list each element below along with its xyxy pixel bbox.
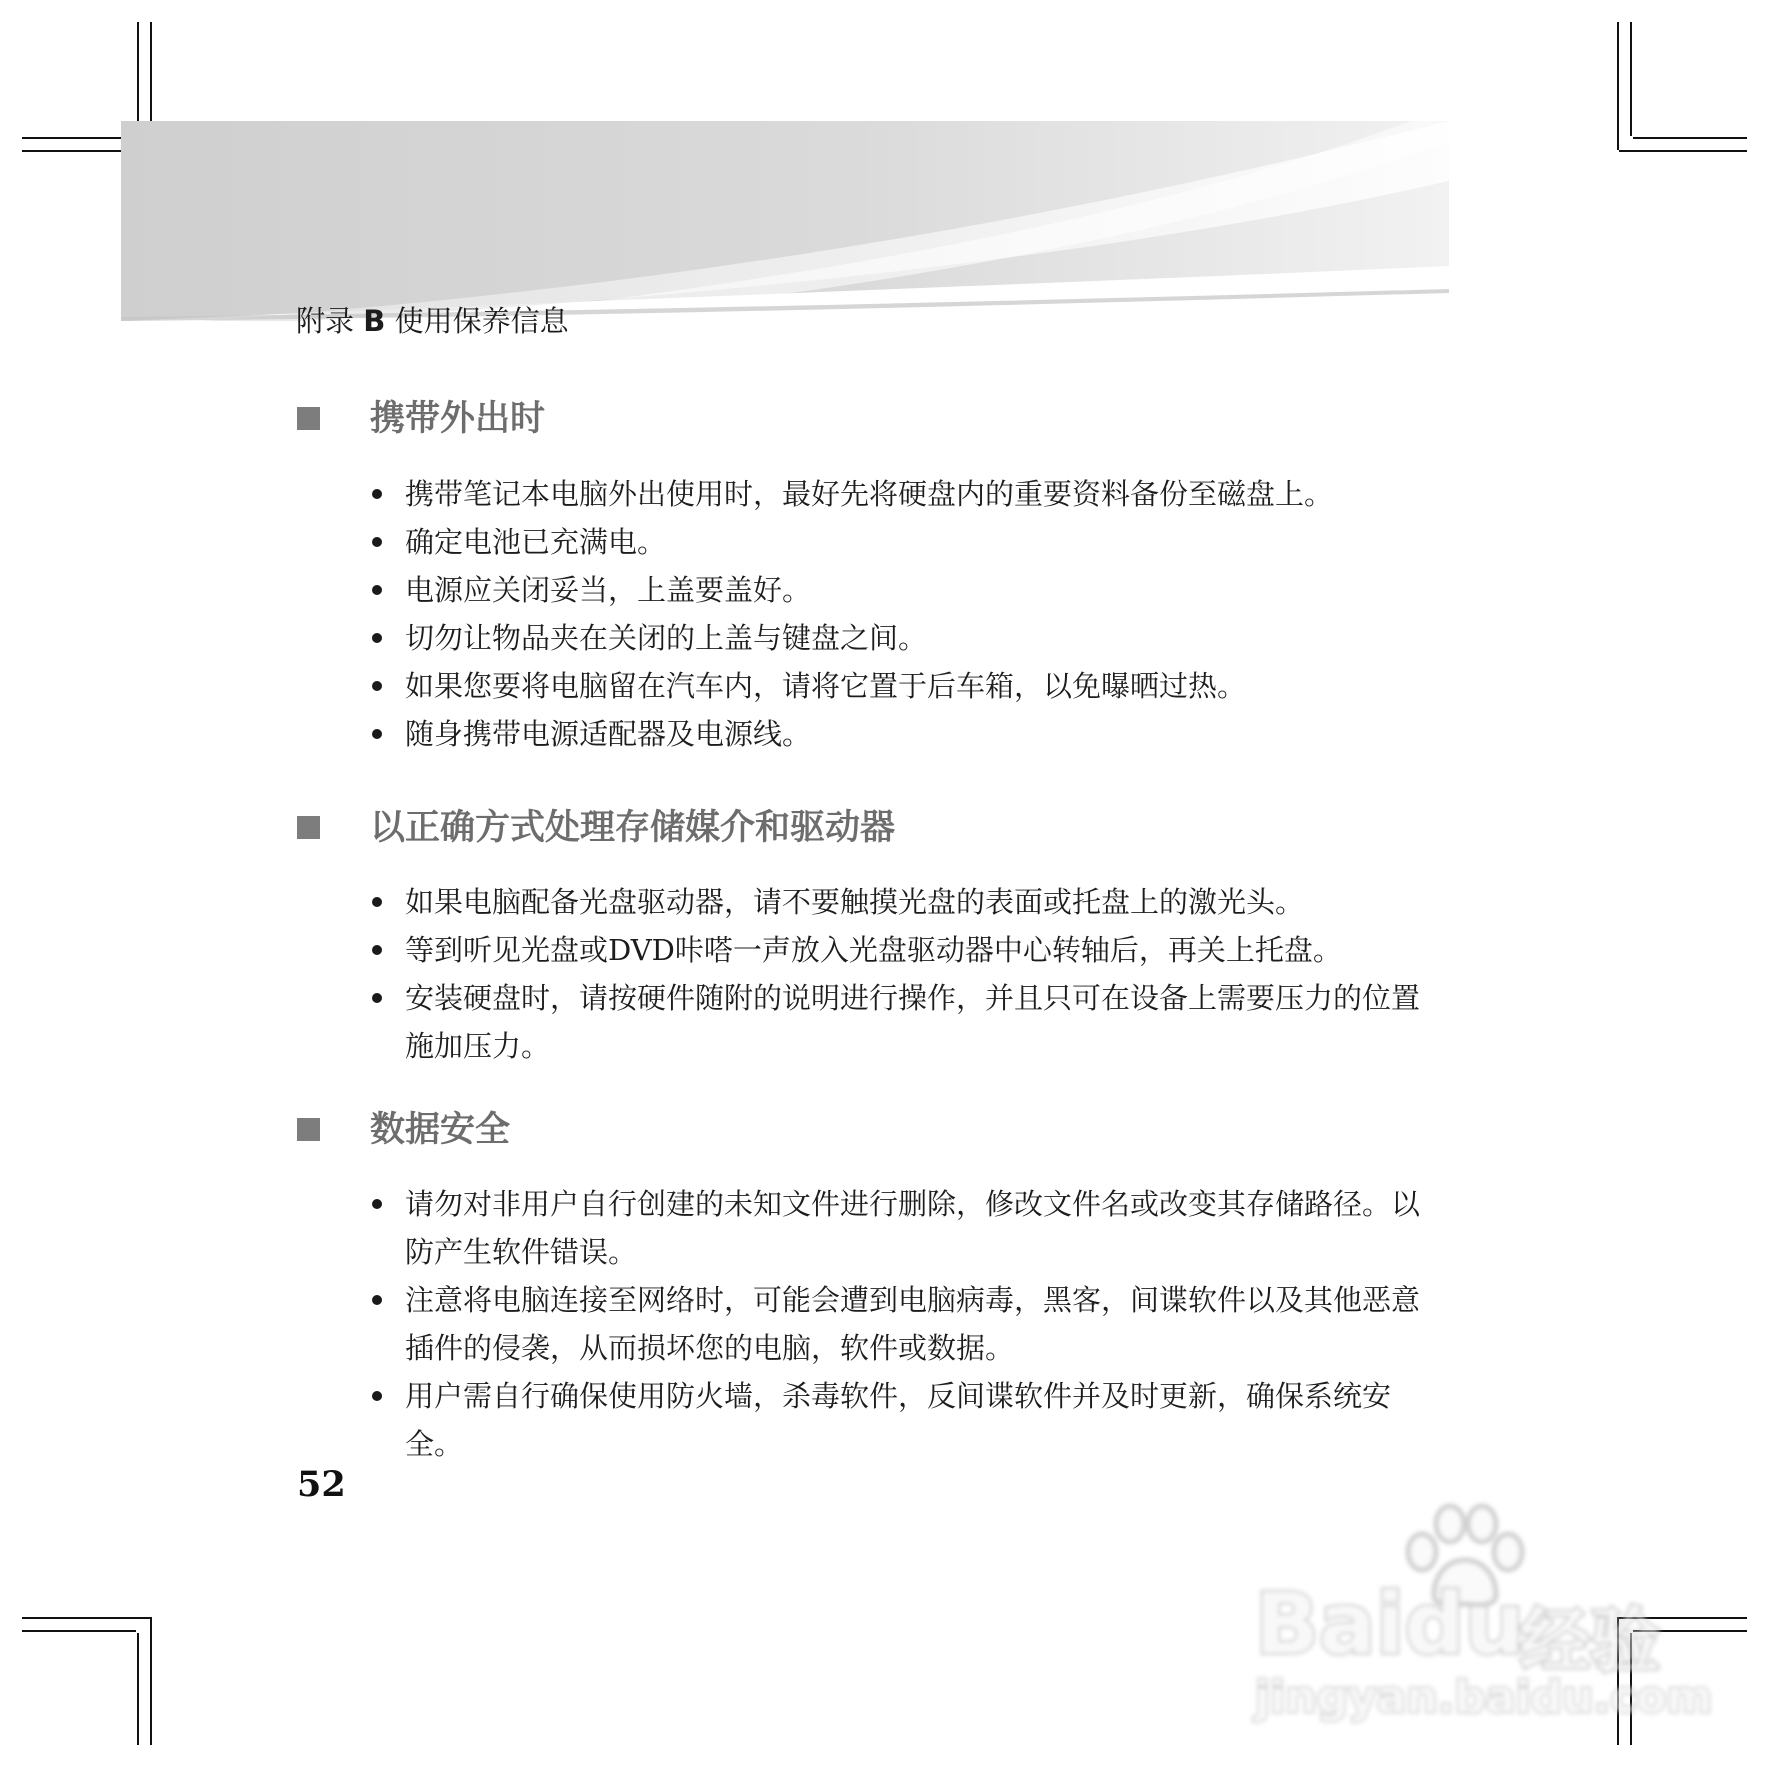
list-item-text: 注意将电脑连接至网络时，可能会遭到电脑病毒，黑客，间谍软件以及其他恶意插件的侵袭，从而损坏您的电脑，软件或数据。 [405, 1283, 1421, 1365]
list-item-text: 用户需自行确保使用防火墙，杀毒软件，反间谍软件并及时更新，确保系统安全。 [405, 1379, 1392, 1461]
watermark-label: 经验 [1520, 1600, 1660, 1682]
bullet-icon [372, 945, 382, 955]
list-item [370, 518, 1445, 566]
chapter-prefix: 附录 [296, 304, 355, 338]
section-marker-icon [297, 816, 320, 839]
section-heading: 以正确方式处理存储媒介和驱动器 [370, 808, 896, 848]
section-heading: 携带外出时 [370, 399, 546, 439]
crop-mark-bottom-left-inner-vertical [137, 1633, 139, 1745]
crop-mark-top-right-vertical [1617, 22, 1619, 150]
list-item [370, 1180, 1445, 1276]
list-item-text: 如果电脑配备光盘驱动器，请不要触摸光盘的表面或托盘上的激光头。 [405, 885, 1305, 919]
bullet-icon [372, 489, 382, 499]
list-item [370, 878, 1445, 926]
list-item [370, 662, 1445, 710]
crop-mark-top-left-inner-vertical [137, 22, 139, 136]
crop-mark-top-left-inner-horizontal [22, 137, 136, 139]
bullet-list [370, 1180, 1445, 1468]
list-item-text: 电源应关闭妥当，上盖要盖好。 [405, 573, 812, 607]
baidu-watermark [1255, 1500, 1713, 1730]
crop-mark-top-right-horizontal [1619, 150, 1747, 152]
bullet-icon [372, 537, 382, 547]
section-heading: 数据安全 [370, 1110, 511, 1150]
watermark-url: jingyan.baidu.com [1255, 1672, 1713, 1723]
bullet-icon [372, 1295, 382, 1305]
section-marker-icon [297, 407, 320, 430]
list-item [370, 566, 1445, 614]
list-item [370, 974, 1445, 1070]
chapter-letter: B [363, 304, 386, 338]
watermark-logo: Baidu [1255, 1575, 1525, 1673]
list-item-text: 切勿让物品夹在关闭的上盖与键盘之间。 [405, 621, 928, 655]
list-item [370, 710, 1445, 758]
crop-mark-top-right-inner-vertical [1630, 22, 1632, 136]
bullet-list [370, 878, 1445, 1070]
list-item-text: 随身携带电源适配器及电源线。 [405, 717, 812, 751]
list-item-text: 等到听见光盘或DVD咔嗒一声放入光盘驱动器中心转轴后，再关上托盘。 [405, 933, 1342, 967]
crop-mark-top-right-inner-horizontal [1633, 137, 1747, 139]
bullet-list [370, 470, 1445, 758]
list-item [370, 614, 1445, 662]
list-item-text: 如果您要将电脑留在汽车内，请将它置于后车箱，以免曝晒过热。 [405, 669, 1247, 703]
chapter-title [296, 303, 569, 339]
list-item-text: 安装硬盘时，请按硬件随附的说明进行操作，并且只可在设备上需要压力的位置施加压力。 [405, 981, 1421, 1063]
list-item-text: 请勿对非用户自行创建的未知文件进行删除，修改文件名或改变其存储路径。以防产生软件错误。 [405, 1187, 1421, 1269]
bullet-icon [372, 633, 382, 643]
crop-mark-bottom-left-inner-horizontal [22, 1630, 136, 1632]
page-number: 52 [297, 1464, 346, 1505]
bullet-icon [372, 897, 382, 907]
list-item-text: 携带笔记本电脑外出使用时，最好先将硬盘内的重要资料备份至磁盘上。 [405, 477, 1334, 511]
list-item [370, 926, 1445, 974]
crop-mark-bottom-left-horizontal [22, 1617, 150, 1619]
list-item [370, 470, 1445, 518]
list-item [370, 1276, 1445, 1372]
header-band [121, 121, 1449, 321]
section-marker-icon [297, 1118, 320, 1141]
bullet-icon [372, 993, 382, 1003]
list-item-text: 确定电池已充满电。 [405, 525, 667, 559]
bullet-icon [372, 1199, 382, 1209]
bullet-icon [372, 585, 382, 595]
chapter-name: 使用保养信息 [394, 304, 569, 338]
bullet-icon [372, 729, 382, 739]
bullet-icon [372, 681, 382, 691]
list-item [370, 1372, 1445, 1468]
crop-mark-bottom-left-vertical [150, 1617, 152, 1745]
bullet-icon [372, 1391, 382, 1401]
